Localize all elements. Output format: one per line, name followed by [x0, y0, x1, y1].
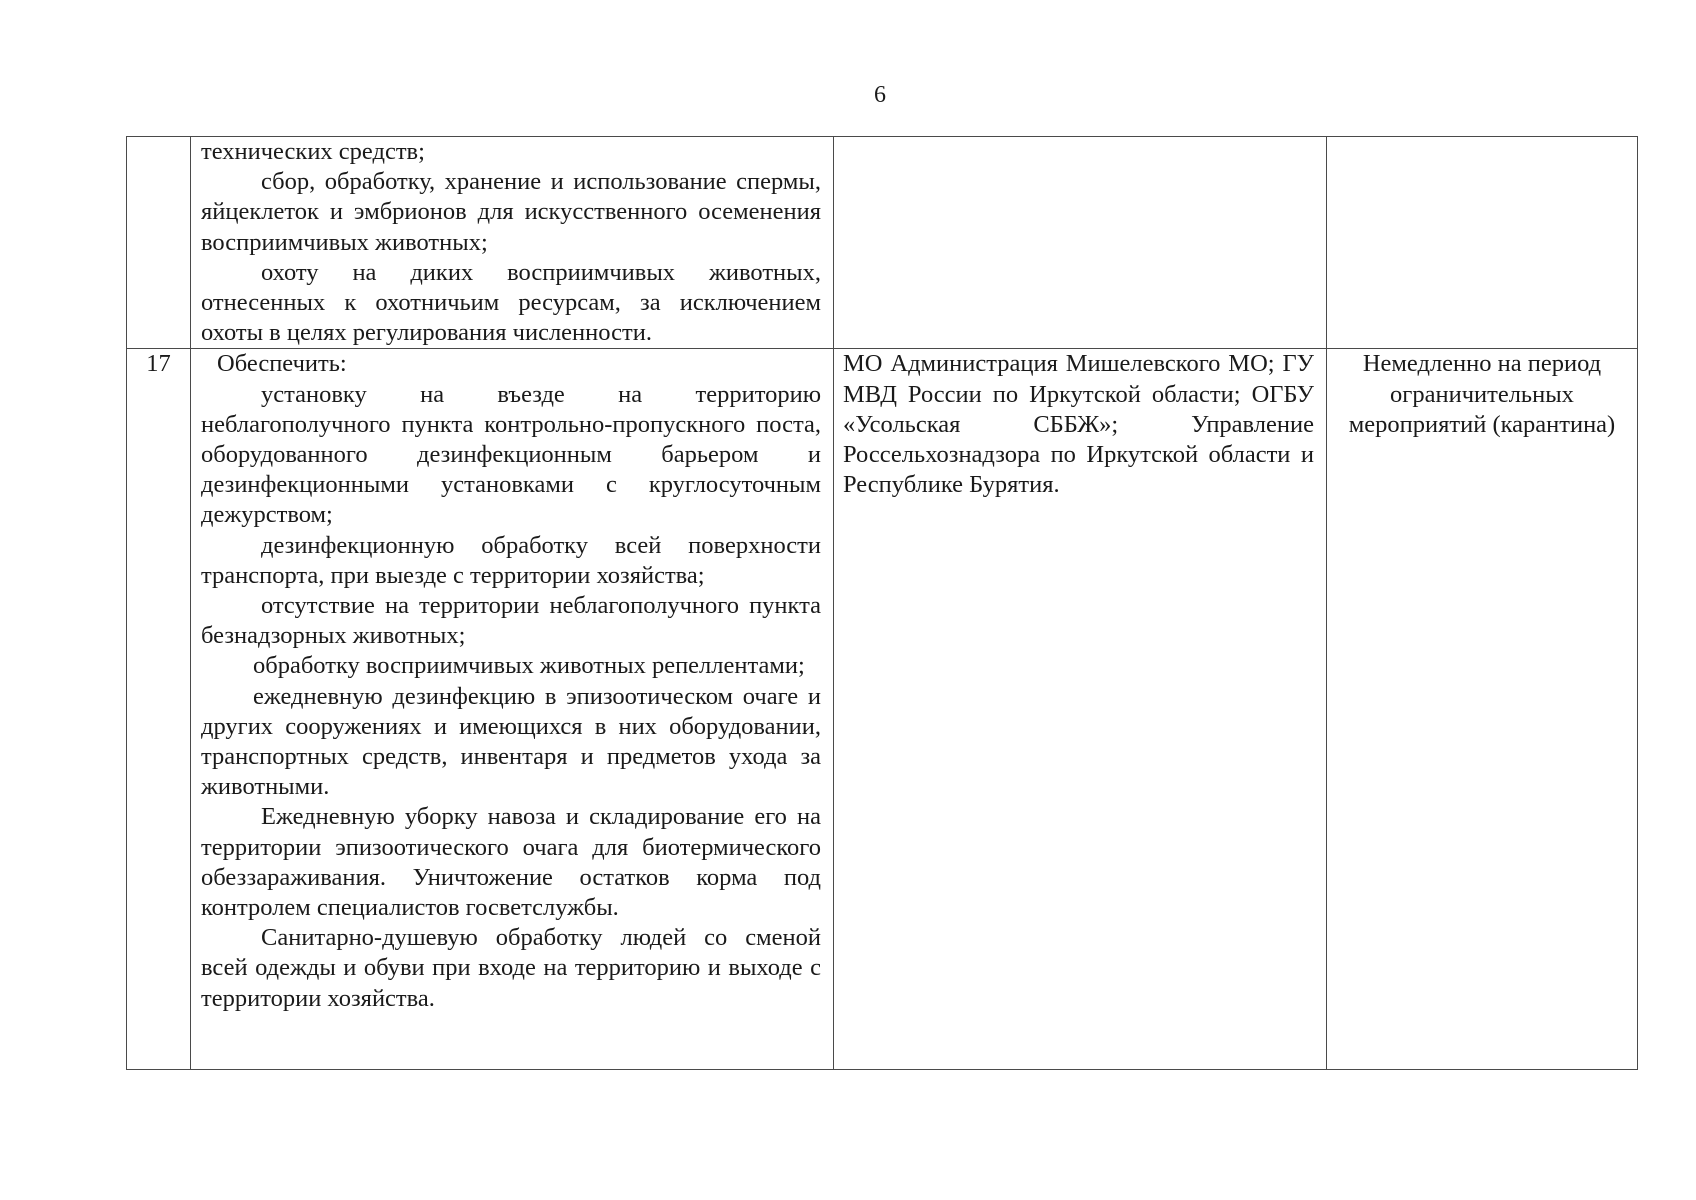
page-number: 6	[874, 82, 886, 108]
table-row	[127, 349, 1638, 1070]
action-cell	[191, 349, 834, 1070]
table-row	[127, 137, 1638, 349]
row-number-cell: 17	[127, 349, 191, 1070]
term-cell	[1327, 137, 1638, 349]
row-number-cell	[127, 137, 191, 349]
action-paragraph: сбор, обработку, хранение и использование спермы, яйцеклеток и эмбрионов для искусственного осеменения восприимчивых животных;	[201, 168, 821, 256]
action-paragraph: Санитарно-душевую обработку людей со сменой всей одежды и обуви при входе на территорию и выходе с территории хозяйства.	[201, 924, 821, 1012]
action-paragraph: охоту на диких восприимчивых животных, отнесенных к охотничьим ресурсам, за исключением охоты в целях регулирования численности.	[201, 258, 821, 347]
action-paragraph: дезинфекционную обработку всей поверхности транспорта, при выезде с территории хозяйства;	[201, 531, 821, 589]
action-paragraph: установку на въезде на территорию неблагополучного пункта контрольно-пропускного поста, оборудованного дезинфекционным барьером и дезинфекционными установками с круглосуточным дежурством;	[201, 380, 821, 529]
action-paragraph: ежедневную дезинфекцию в эпизоотическом очаге и других сооружениях и имеющихся в них оборудовании, транспортных средств, инвентаря и предметов ухода за животными.	[201, 682, 821, 801]
responsible-cell	[834, 137, 1327, 349]
action-paragraph: отсутствие на территории неблагополучного пункта безнадзорных животных;	[201, 592, 821, 650]
responsible-text: МО Администрация Мишелевского МО; ГУ МВД России по Иркутской области; ОГБУ «Усольская СББЖ»; Управление Россельхознадзора по Иркутской области и Республике Бурятия.	[843, 350, 1314, 499]
action-cell	[191, 137, 834, 349]
term-cell: Немедленно на период ограничительных мероприятий (карантина)	[1327, 349, 1638, 1070]
measures-table	[126, 136, 1638, 1070]
action-paragraph: технических средств;	[201, 138, 425, 165]
action-paragraph: Ежедневную уборку навоза и складирование его на территории эпизоотического очага для биотермического обеззараживания. Уничтожение остатков корма под контролем специалистов госветслужбы.	[201, 803, 821, 922]
action-lead: Обеспечить:	[217, 350, 347, 378]
action-paragraph: обработку восприимчивых животных репеллентами;	[253, 652, 805, 680]
responsible-cell	[834, 349, 1327, 1070]
